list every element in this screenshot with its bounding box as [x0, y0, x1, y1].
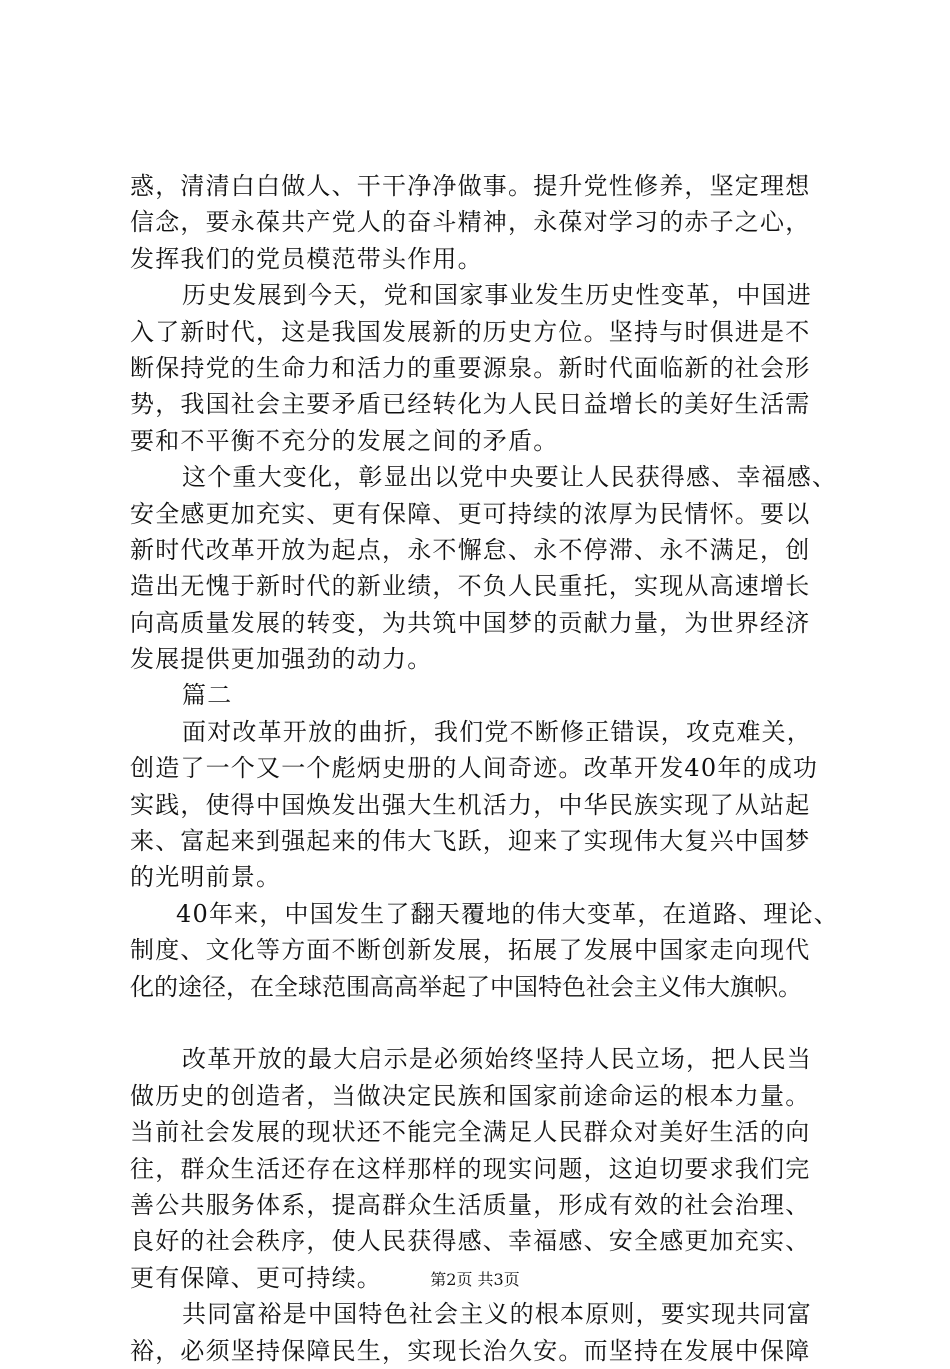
- text-line: 创造了一个又一个彪炳史册的人间奇迹。改革开发40年的成功: [130, 754, 819, 783]
- text-line: 惑，清清白白做人、干干净净做事。提升党性修养，坚定理想: [130, 172, 811, 200]
- text-line: 实践，使得中国焕发出强大生机活力，中华民族实现了从站起: [130, 790, 811, 819]
- text-line: 造出无愧于新时代的新业绩，不负人民重托，实现从高速增长: [130, 572, 811, 601]
- text-line: 裕，必须坚持保障民生，实现长治久安。而坚持在发展中保障: [130, 1336, 811, 1365]
- text-line: 制度、文化等方面不断创新发展，拓展了发展中国家走向现代: [130, 936, 811, 965]
- text-line: 当前社会发展的现状还不能完全满足人民群众对美好生活的向: [130, 1118, 811, 1147]
- document-body: [130, 168, 839, 1369]
- text-line: 来、富起来到强起来的伟大飞跃，迎来了实现伟大复兴中国梦: [130, 827, 811, 856]
- text-line: 断保持党的生命力和活力的重要源泉。新时代面临新的社会形: [130, 353, 811, 382]
- text-line: 安全感更加充实、更有保障、更可持续的浓厚为民情怀。要以: [130, 499, 811, 528]
- text-line: 良好的社会秩序，使人民获得感、幸福感、安全感更加充实、: [130, 1227, 811, 1256]
- text-line: 向高质量发展的转变，为共筑中国梦的贡献力量，为世界经济: [130, 608, 811, 637]
- blank-line: [130, 1005, 830, 1041]
- text-line: 做历史的创造者，当做决定民族和国家前途命运的根本力量。: [130, 1081, 811, 1110]
- page-number-footer: 第2页 共3页: [430, 1270, 520, 1289]
- text-line: 要和不平衡不充分的发展之间的矛盾。: [130, 426, 559, 455]
- text-line: 更有保障、更可持续。: [130, 1263, 382, 1292]
- text-line: 化的途径，在全球范围高高举起了中国特色社会主义伟大旗帜。: [130, 972, 802, 1001]
- text-line: 改革开放的最大启示是必须始终坚持人民立场，把人民当: [182, 1045, 812, 1074]
- text-line: 善公共服务体系，提高群众生活质量，形成有效的社会治理、: [130, 1190, 811, 1219]
- text-line: 信念，要永葆共产党人的奋斗精神，永葆对学习的赤子之心，: [130, 208, 811, 237]
- text-line: 这个重大变化，彰显出以党中央要让人民获得感、幸福感、: [182, 463, 838, 492]
- text-line: 新时代改革开放为起点，永不懈怠、永不停滞、永不满足，创: [130, 535, 811, 564]
- text-line: 势，我国社会主要矛盾已经转化为人民日益增长的美好生活需: [130, 390, 811, 419]
- text-line: 的光明前景。: [130, 863, 282, 892]
- text-line: 40年来，中国发生了翻天覆地的伟大变革，在道路、理论、: [176, 899, 839, 928]
- text-line: 历史发展到今天，党和国家事业发生历史性变革，中国进: [182, 281, 812, 310]
- text-line: 面对改革开放的曲折，我们党不断修正错误，攻克难关，: [182, 717, 812, 746]
- text-line: 共同富裕是中国特色社会主义的根本原则，要实现共同富: [182, 1300, 812, 1329]
- section-heading: 篇二: [182, 681, 233, 710]
- text-line: 发挥我们的党员模范带头作用。: [130, 244, 483, 273]
- text-line: 往，群众生活还存在这样那样的现实问题，这迫切要求我们完: [130, 1154, 811, 1183]
- text-line: 入了新时代，这是我国发展新的历史方位。坚持与时俱进是不: [130, 317, 811, 346]
- text-line: 发展提供更加强劲的动力。: [130, 645, 433, 674]
